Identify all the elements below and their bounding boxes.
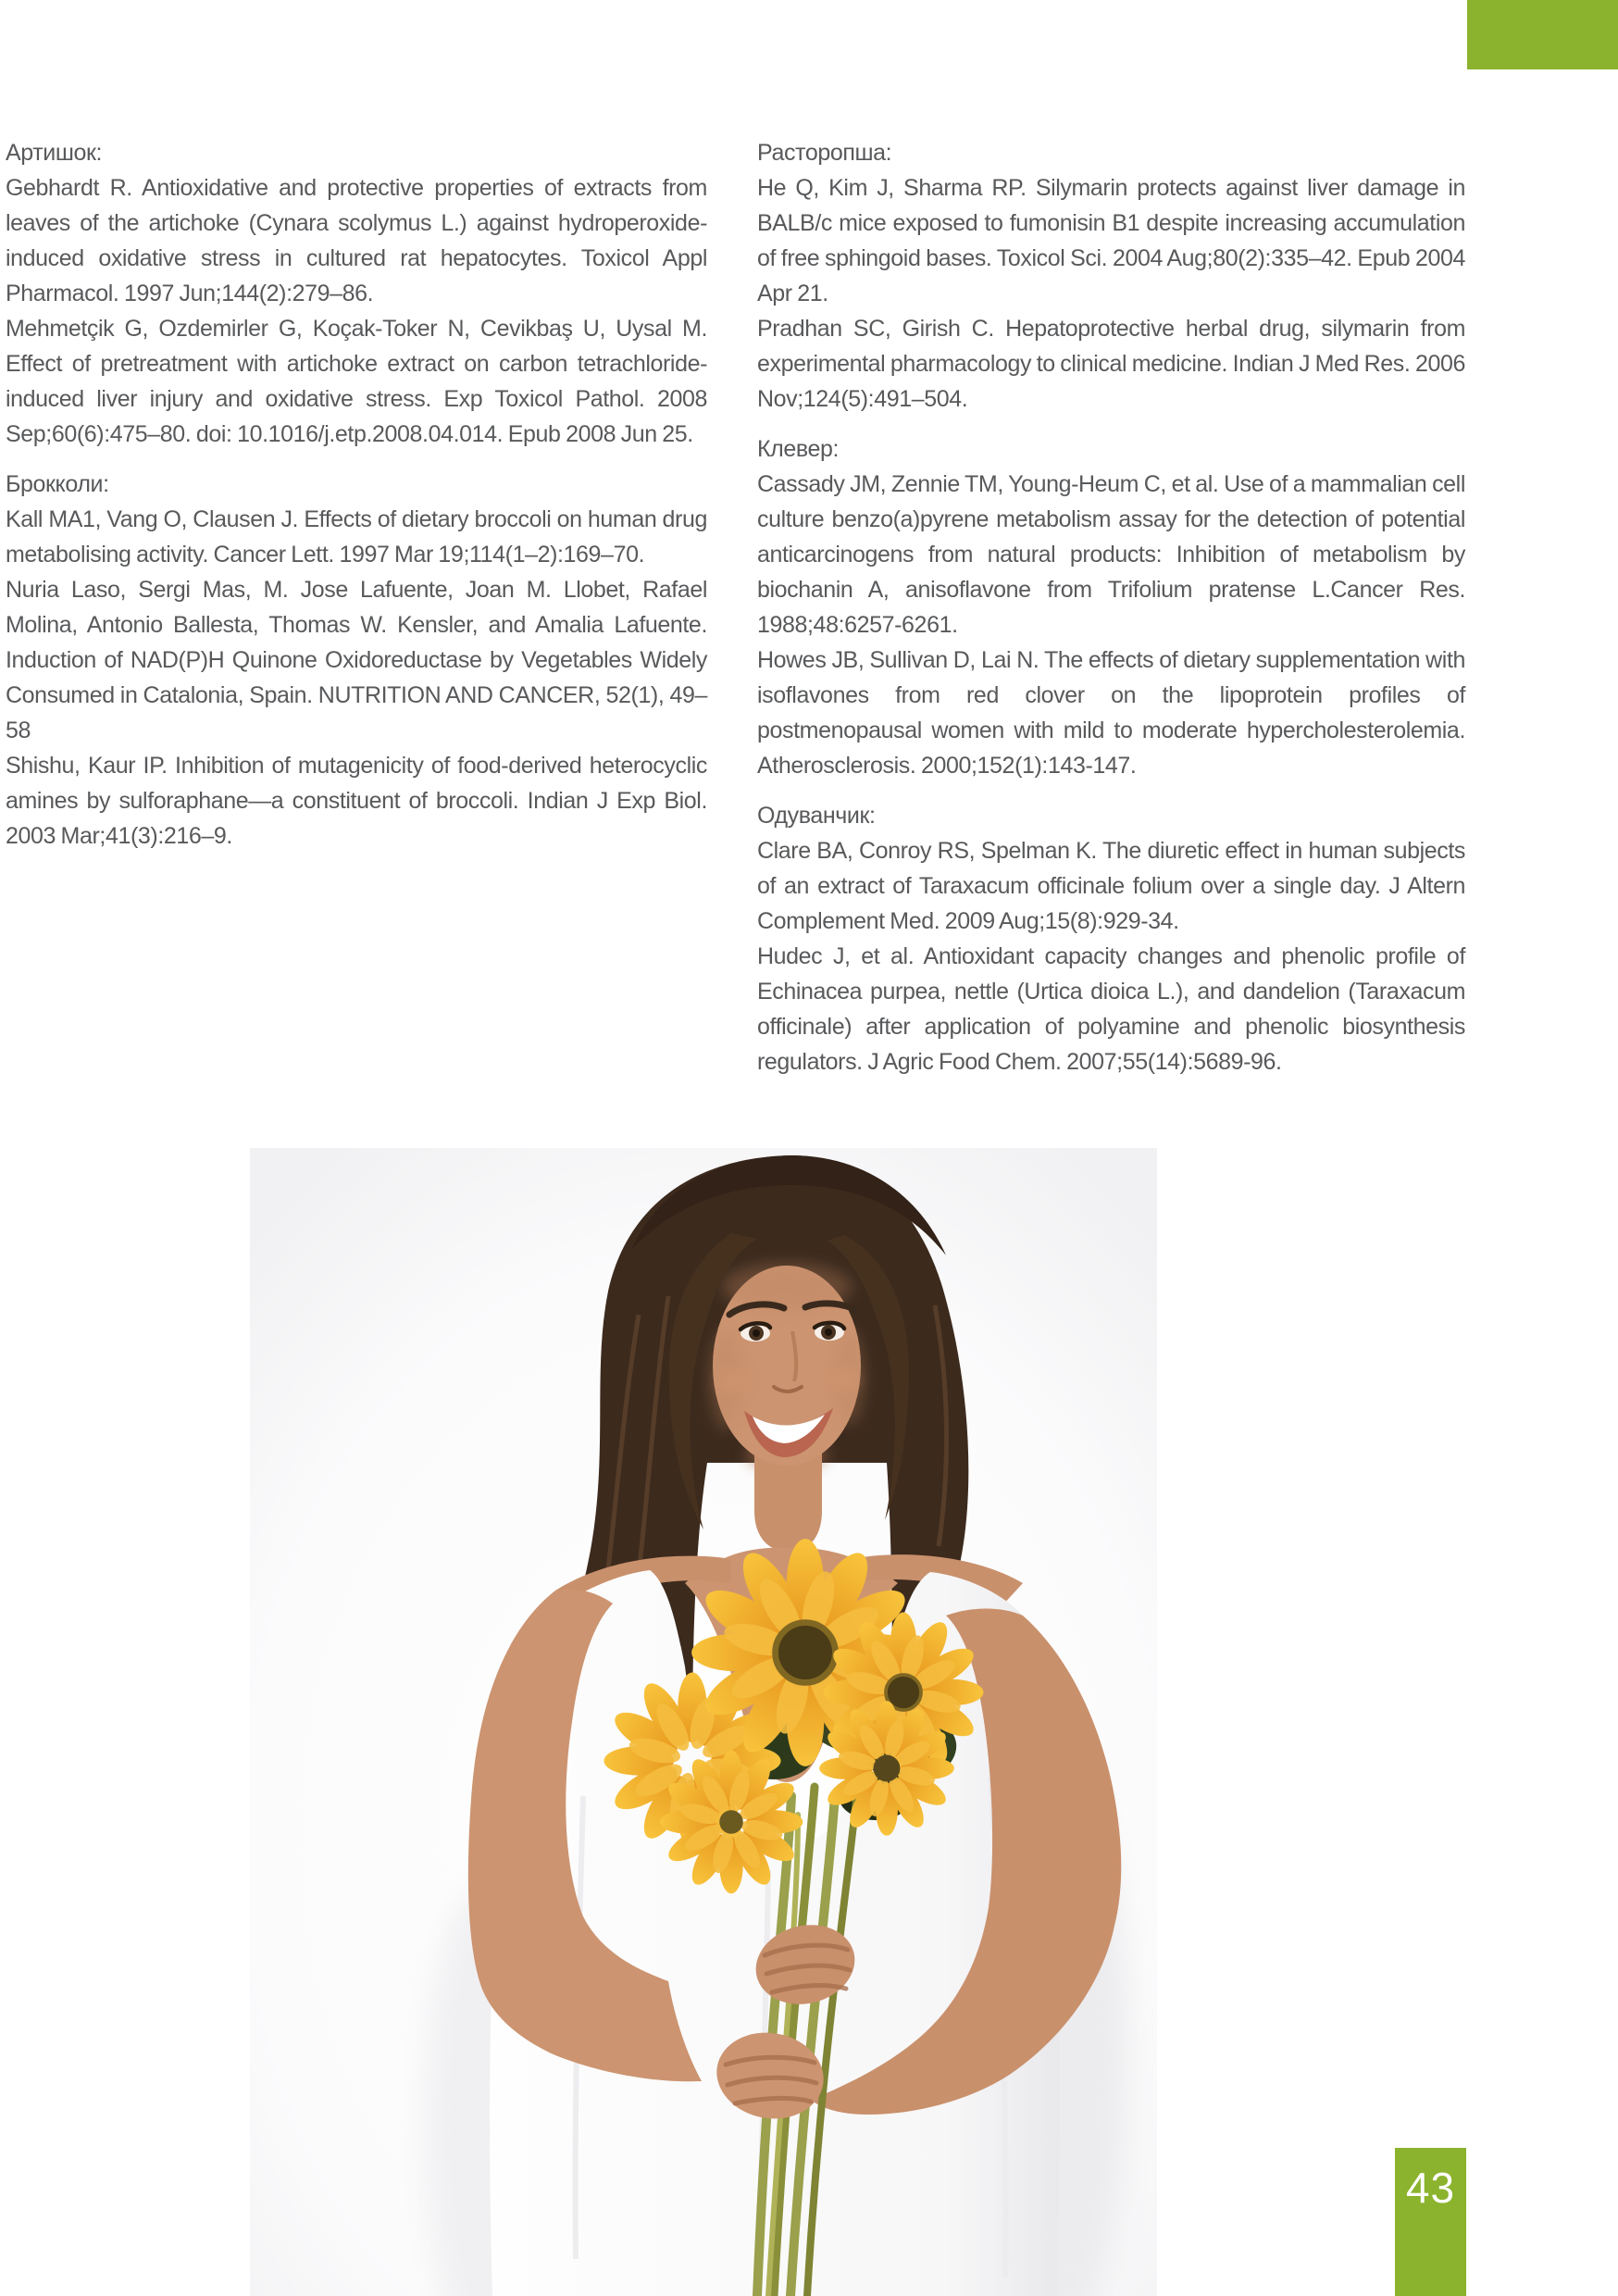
reference-entry: Howes JB, Sullivan D, Lai N. The effects of dietary supplementation with isoflavones from red clover on the lipoprotein profiles of postmenopausal women with mild to moderate hypercholesterolemia. Atherosclerosis. 2000;152(1):143-147.: [757, 647, 1465, 779]
reference-entry: Pradhan SC, Girish C. Hepatoprotective herbal drug, silymarin from experimental pharmacology to clinical medicine. Indian J Med Res. 2006 Nov;124(5):491–504.: [757, 316, 1465, 412]
reference-entry: He Q, Kim J, Sharma RP. Silymarin protects against liver damage in BALB/c mice exposed to fumonisin B1 despite increasing accumulation of free sphingoid bases. Toxicol Sci. 2004 Aug;80(2):335–42. Epub 2004 Apr 21.: [757, 175, 1465, 306]
section-title: Артишок:: [6, 140, 103, 166]
reference-entry: Gebhardt R. Antioxidative and protective properties of extracts from leaves of the artichoke (Cynara scolymus L.) against hydroperoxide-induced oxidative stress in cultured rat hepatocytes. Toxicol Appl Pharmacol. 1997 Jun;144(2):279–86.: [6, 175, 707, 306]
reference-entry: Hudec J, et al. Antioxidant capacity changes and phenolic profile of Echinacea purpea, nettle (Urtica dioica L.), and dandelion (Taraxacum officinale) after application of polyamine and phenolic biosynthesis regulators. J Agric Food Chem. 2007;55(14):5689-96.: [757, 943, 1465, 1075]
woman-with-sunflowers-illustration: [250, 1148, 1157, 2296]
reference-entry: Cassady JM, Zennie TM, Young-Heum C, et al. Use of a mammalian cell culture benzo(a)pyrene metabolism assay for the detection of potential anticarcinogens from natural products: Inhibition of metabolism by biochanin A, anisoflavone from Trifolium pratense L.Cancer Res. 1988;48:6257-6261.: [757, 471, 1465, 638]
reference-entry: Kall MA1, Vang O, Clausen J. Effects of dietary broccoli on human drug metabolising activity. Cancer Lett. 1997 Mar 19;114(1–2):169–70.: [6, 506, 707, 568]
reference-section-artichoke: [6, 135, 707, 452]
top-right-accent-block: [1467, 0, 1618, 69]
section-title: Клевер:: [757, 436, 840, 462]
section-title: Одуванчик:: [757, 803, 876, 829]
reference-section-broccoli: [6, 467, 707, 854]
page-number-box: [1395, 2148, 1466, 2296]
reference-entry: Mehmetçik G, Ozdemirler G, Koçak-Toker N, Cevikbaş U, Uysal M. Effect of pretreatment with artichoke extract on carbon tetrachloride-induced liver injury and oxidative stress. Exp Toxicol Pathol. 2008 Sep;60(6):475–80. doi: 10.1016/j.etp.2008.04.014. Epub 2008 Jun 25.: [6, 316, 707, 447]
references-column-right: [757, 135, 1465, 1094]
section-title: Расторопша:: [757, 140, 892, 166]
reference-section-dandelion: [757, 798, 1465, 1079]
reference-entry: Nuria Laso, Sergi Mas, M. Jose Lafuente, Joan M. Llobet, Rafael Molina, Antonio Ballesta, Thomas W. Kensler, and Amalia Lafuente. Induction of NAD(P)H Quinone Oxidoreductase by Vegetables Widely Consumed in Catalonia, Spain. NUTRITION AND CANCER, 52(1), 49–58: [6, 577, 707, 743]
section-title: Брокколи:: [6, 471, 109, 497]
photo-woman-with-sunflowers: [250, 1148, 1157, 2296]
reference-section-milk-thistle: [757, 135, 1465, 417]
reference-entry: Shishu, Kaur IP. Inhibition of mutagenicity of food-derived heterocyclic amines by sulforaphane—a constituent of broccoli. Indian J Exp Biol. 2003 Mar;41(3):216–9.: [6, 753, 707, 849]
reference-entry: Clare BA, Conroy RS, Spelman K. The diuretic effect in human subjects of an extract of Taraxacum officinale folium over a single day. J Altern Complement Med. 2009 Aug;15(8):929-34.: [757, 838, 1465, 934]
references-column-left: [6, 135, 707, 868]
page-number: 43: [1405, 2164, 1456, 2212]
reference-section-clover: [757, 431, 1465, 783]
